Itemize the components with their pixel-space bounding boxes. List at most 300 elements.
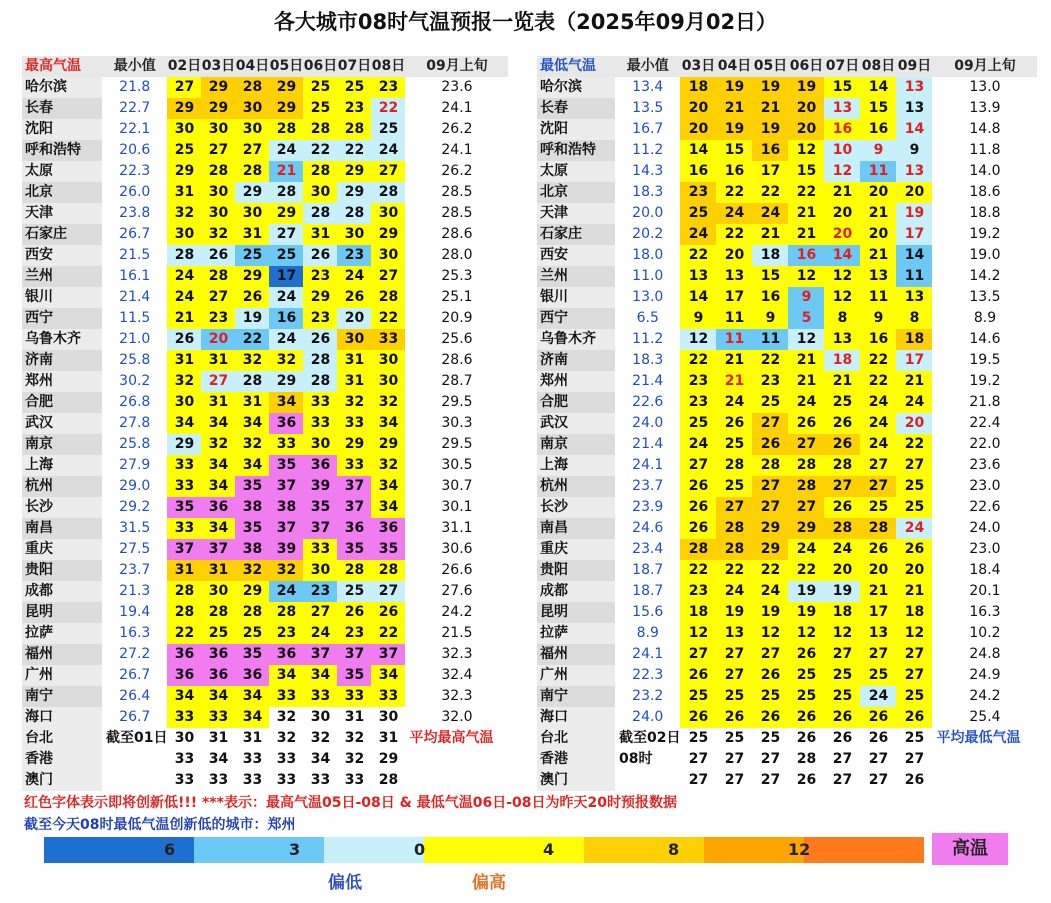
city-name: 太原	[537, 161, 615, 182]
min-value-header: 最小值	[102, 56, 167, 77]
temp-cell: 28	[235, 371, 269, 392]
temp-cell: 32	[269, 350, 303, 371]
city-name: 福州	[22, 644, 102, 665]
min-value: 21.8	[102, 77, 167, 98]
day-header: 06日	[788, 56, 824, 77]
min-value: 21.5	[102, 245, 167, 266]
period-average: 30.7	[405, 476, 508, 497]
temp-cell: 20	[680, 98, 716, 119]
temp-cell: 37	[371, 644, 405, 665]
temp-cell: 37	[269, 476, 303, 497]
temp-cell: 28	[788, 476, 824, 497]
temp-cell: 31	[337, 707, 371, 728]
temp-cell: 20	[824, 224, 860, 245]
city-row	[537, 602, 1037, 623]
city-name: 昆明	[537, 602, 615, 623]
temp-cell: 25	[167, 140, 201, 161]
temp-cell: 28	[303, 203, 337, 224]
temp-cell: 37	[167, 539, 201, 560]
temp-cell: 24	[337, 266, 371, 287]
day-header: 07日	[824, 56, 860, 77]
city-name: 兰州	[22, 266, 102, 287]
temp-cell: 36	[337, 518, 371, 539]
min-value: 13.0	[615, 287, 680, 308]
period-average: 13.0	[932, 77, 1037, 98]
temp-cell: 18	[896, 329, 932, 350]
temp-cell: 30	[303, 434, 337, 455]
period-average: 14.0	[932, 161, 1037, 182]
temp-cell: 27	[824, 644, 860, 665]
temp-cell: 31	[201, 392, 235, 413]
temp-cell: 21	[716, 350, 752, 371]
temp-cell: 26	[896, 539, 932, 560]
min-value: 26.4	[102, 686, 167, 707]
temp-cell: 22	[371, 623, 405, 644]
temp-cell: 29	[788, 518, 824, 539]
temp-cell: 26	[337, 287, 371, 308]
temp-cell: 20	[896, 560, 932, 581]
temp-cell: 26	[680, 665, 716, 686]
period-average: 32.3	[405, 644, 508, 665]
temp-cell: 9	[860, 308, 896, 329]
temp-cell: 30	[167, 224, 201, 245]
temp-cell: 27	[788, 434, 824, 455]
temp-cell: 23	[201, 308, 235, 329]
temp-cell: 21	[716, 98, 752, 119]
temp-cell: 26	[860, 539, 896, 560]
temp-cell: 12	[788, 329, 824, 350]
temp-cell: 20	[824, 203, 860, 224]
city-row	[537, 686, 1037, 707]
temp-cell: 28	[788, 749, 824, 770]
temp-cell: 24	[824, 539, 860, 560]
period-average: 24.2	[405, 602, 508, 623]
temp-cell: 35	[235, 476, 269, 497]
temp-cell: 25	[303, 98, 337, 119]
city-row	[537, 140, 1037, 161]
temp-cell: 32	[201, 434, 235, 455]
temp-cell: 14	[896, 245, 932, 266]
temp-cell: 11	[896, 266, 932, 287]
temp-cell: 32	[303, 728, 337, 749]
temp-cell: 25	[788, 686, 824, 707]
temp-cell: 33	[201, 770, 235, 791]
city-name: 乌鲁木齐	[537, 329, 615, 350]
city-row	[22, 476, 508, 497]
temp-cell: 26	[752, 665, 788, 686]
min-value: 22.1	[102, 119, 167, 140]
temp-cell: 27	[896, 665, 932, 686]
min-value: 27.8	[102, 413, 167, 434]
temp-cell: 25	[337, 77, 371, 98]
temp-cell: 22	[303, 140, 337, 161]
min-value: 24.0	[615, 707, 680, 728]
temp-cell: 12	[824, 161, 860, 182]
page-title: 各大城市08时气温预报一览表（2025年09月02日）	[273, 10, 778, 34]
min-value: 8.9	[615, 623, 680, 644]
city-row-extra	[22, 749, 508, 770]
temp-cell: 23	[303, 581, 337, 602]
day-header: 07日	[337, 56, 371, 77]
temp-cell: 26	[788, 707, 824, 728]
temp-cell: 27	[752, 770, 788, 791]
temp-cell: 21	[788, 350, 824, 371]
temp-cell: 20	[201, 329, 235, 350]
temp-cell: 5	[788, 308, 824, 329]
temp-cell: 28	[167, 245, 201, 266]
temp-cell: 28	[269, 182, 303, 203]
temp-cell: 25	[716, 686, 752, 707]
temp-cell: 26	[303, 245, 337, 266]
average-label	[932, 770, 1037, 791]
temp-cell: 26	[201, 245, 235, 266]
period-average: 24.0	[932, 518, 1037, 539]
temp-cell: 11	[716, 308, 752, 329]
city-row-extra	[537, 770, 1037, 791]
temp-cell: 23	[752, 371, 788, 392]
temp-cell: 15	[788, 161, 824, 182]
day-header: 06日	[303, 56, 337, 77]
min-value: 27.2	[102, 644, 167, 665]
temp-cell: 28	[824, 518, 860, 539]
period-average: 24.8	[932, 644, 1037, 665]
temp-cell: 9	[788, 287, 824, 308]
temp-cell: 21	[788, 371, 824, 392]
day-header: 03日	[201, 56, 235, 77]
temp-cell: 30	[201, 119, 235, 140]
temp-cell: 26	[860, 707, 896, 728]
temp-cell: 36	[371, 518, 405, 539]
city-row	[22, 329, 508, 350]
legend-label: 6	[164, 840, 176, 859]
city-row	[537, 182, 1037, 203]
temp-cell: 20	[860, 560, 896, 581]
min-value: 27.9	[102, 455, 167, 476]
city-name: 济南	[537, 350, 615, 371]
temp-cell: 24	[680, 224, 716, 245]
temp-cell: 18	[680, 77, 716, 98]
city-name: 石家庄	[22, 224, 102, 245]
period-average: 18.8	[932, 203, 1037, 224]
temp-cell: 28	[371, 770, 405, 791]
temp-cell: 25	[680, 413, 716, 434]
min-value: 24.1	[615, 644, 680, 665]
city-row	[537, 98, 1037, 119]
city-row	[537, 266, 1037, 287]
temp-cell: 31	[201, 560, 235, 581]
temp-cell: 19	[716, 119, 752, 140]
temp-cell: 38	[269, 497, 303, 518]
city-name: 合肥	[537, 392, 615, 413]
legend-seg-low	[194, 837, 324, 863]
temp-cell: 31	[167, 560, 201, 581]
period-average: 14.6	[932, 329, 1037, 350]
temp-cell: 24	[716, 392, 752, 413]
temp-cell: 20	[860, 182, 896, 203]
temp-cell: 26	[716, 413, 752, 434]
average-label	[405, 770, 508, 791]
temp-cell: 9	[752, 308, 788, 329]
temp-cell: 11	[860, 161, 896, 182]
temp-cell: 23	[303, 266, 337, 287]
temp-cell: 29	[303, 287, 337, 308]
city-row	[537, 665, 1037, 686]
temp-cell: 29	[235, 581, 269, 602]
temp-cell: 15	[752, 266, 788, 287]
city-name: 广州	[537, 665, 615, 686]
period-average: 30.6	[405, 539, 508, 560]
temp-cell: 33	[167, 707, 201, 728]
temp-cell: 21	[824, 371, 860, 392]
period-average: 30.1	[405, 497, 508, 518]
temp-cell: 25	[752, 392, 788, 413]
temp-cell: 16	[752, 140, 788, 161]
temp-cell: 9	[860, 140, 896, 161]
average-label	[932, 749, 1037, 770]
city-row	[537, 476, 1037, 497]
temp-cell: 25	[269, 245, 303, 266]
temp-cell: 26	[824, 728, 860, 749]
min-value: 31.5	[102, 518, 167, 539]
city-row	[22, 182, 508, 203]
temp-cell: 26	[303, 329, 337, 350]
temp-cell: 16	[269, 308, 303, 329]
temp-cell: 29	[752, 539, 788, 560]
temp-cell: 30	[167, 119, 201, 140]
city-row	[22, 161, 508, 182]
temp-cell: 19	[752, 119, 788, 140]
temp-cell: 39	[303, 476, 337, 497]
city-row	[537, 203, 1037, 224]
data-cutoff-label: 截至01日	[102, 728, 167, 749]
temp-cell: 25	[896, 686, 932, 707]
city-row	[537, 392, 1037, 413]
min-value: 26.0	[102, 182, 167, 203]
period-average: 28.7	[405, 371, 508, 392]
city-name: 拉萨	[22, 623, 102, 644]
legend-label: 12	[788, 840, 811, 859]
city-name: 贵阳	[537, 560, 615, 581]
temp-cell: 27	[860, 770, 896, 791]
city-row	[537, 329, 1037, 350]
min-value: 23.4	[615, 539, 680, 560]
temp-cell: 31	[235, 224, 269, 245]
temp-cell: 30	[201, 581, 235, 602]
temp-cell: 22	[371, 98, 405, 119]
city-name: 郑州	[22, 371, 102, 392]
temp-cell: 36	[201, 665, 235, 686]
temp-cell: 35	[235, 644, 269, 665]
city-row	[537, 497, 1037, 518]
temp-cell: 34	[371, 413, 405, 434]
temp-cell: 35	[337, 665, 371, 686]
city-name: 西宁	[22, 308, 102, 329]
temp-cell: 28	[716, 518, 752, 539]
period-average: 28.6	[405, 224, 508, 245]
temp-cell: 24	[269, 287, 303, 308]
temp-cell: 27	[371, 266, 405, 287]
temp-cell: 25	[896, 728, 932, 749]
temp-cell: 13	[716, 623, 752, 644]
temp-cell: 12	[680, 329, 716, 350]
min-value: 23.7	[615, 476, 680, 497]
period-average: 22.0	[932, 434, 1037, 455]
period-average: 28.5	[405, 203, 508, 224]
city-row	[22, 644, 508, 665]
period-average: 19.2	[932, 371, 1037, 392]
city-row	[22, 413, 508, 434]
city-name: 武汉	[22, 413, 102, 434]
temp-cell: 24	[860, 434, 896, 455]
city-name: 长沙	[22, 497, 102, 518]
city-name: 福州	[537, 644, 615, 665]
city-row	[22, 581, 508, 602]
min-value: 11.5	[102, 308, 167, 329]
temp-cell: 32	[337, 392, 371, 413]
temp-cell: 21	[167, 308, 201, 329]
temp-cell: 13	[896, 77, 932, 98]
temp-cell: 25	[752, 686, 788, 707]
temp-cell: 34	[201, 518, 235, 539]
temp-cell: 12	[788, 140, 824, 161]
period-average: 21.8	[932, 392, 1037, 413]
min-value: 26.7	[102, 707, 167, 728]
temp-cell: 22	[752, 182, 788, 203]
temp-cell: 33	[269, 686, 303, 707]
temp-cell: 27	[269, 224, 303, 245]
temp-cell: 29	[201, 77, 235, 98]
temp-cell: 24	[269, 581, 303, 602]
legend-label: 3	[289, 840, 301, 859]
temp-cell: 34	[303, 749, 337, 770]
period-average: 13.9	[932, 98, 1037, 119]
temp-cell: 17	[896, 350, 932, 371]
temp-cell: 17	[860, 602, 896, 623]
temp-cell: 32	[337, 728, 371, 749]
city-row	[537, 707, 1037, 728]
temp-cell: 30	[303, 707, 337, 728]
temp-cell: 27	[752, 497, 788, 518]
temp-cell: 25	[303, 77, 337, 98]
min-value: 13.5	[615, 98, 680, 119]
temp-cell: 25	[824, 665, 860, 686]
min-value: 16.3	[102, 623, 167, 644]
temp-cell: 31	[371, 728, 405, 749]
temp-cell: 27	[716, 665, 752, 686]
city-name: 杭州	[22, 476, 102, 497]
period-average: 29.5	[405, 392, 508, 413]
city-row-extra	[22, 770, 508, 791]
temp-cell: 28	[269, 119, 303, 140]
temp-cell: 25	[680, 203, 716, 224]
legend-low-label: 偏低	[328, 873, 362, 893]
temp-cell: 32	[371, 455, 405, 476]
temp-cell: 22	[788, 182, 824, 203]
temp-cell: 28	[337, 560, 371, 581]
temp-cell: 28	[201, 161, 235, 182]
city-row	[22, 308, 508, 329]
temp-cell: 30	[235, 98, 269, 119]
temp-cell: 30	[235, 119, 269, 140]
city-row	[537, 308, 1037, 329]
temp-cell: 18	[680, 602, 716, 623]
city-row	[22, 602, 508, 623]
temp-cell: 22	[716, 224, 752, 245]
period-average: 22.6	[932, 497, 1037, 518]
min-value: 20.2	[615, 224, 680, 245]
red-note: 红色字体表示即将创新低!!! ***表示：最高气温05日-08日 & 最低气温06日-08日为昨天20时预报数据	[24, 795, 677, 811]
temp-cell: 23	[337, 98, 371, 119]
temp-cell: 22	[716, 560, 752, 581]
min-value: 6.5	[615, 308, 680, 329]
min-value: 25.8	[102, 350, 167, 371]
temp-cell: 25	[716, 434, 752, 455]
period-average: 24.1	[405, 98, 508, 119]
temp-cell: 25	[235, 623, 269, 644]
city-row	[537, 413, 1037, 434]
period-average: 26.2	[405, 161, 508, 182]
temp-cell: 32	[235, 434, 269, 455]
temp-cell: 15	[860, 98, 896, 119]
day-header: 02日	[167, 56, 201, 77]
temp-cell: 27	[167, 77, 201, 98]
temp-cell: 24	[752, 203, 788, 224]
min-value: 21.4	[102, 287, 167, 308]
period-average: 31.1	[405, 518, 508, 539]
temp-cell: 32	[235, 350, 269, 371]
city-name: 南京	[537, 434, 615, 455]
temp-cell: 12	[680, 623, 716, 644]
temp-cell: 21	[716, 371, 752, 392]
temp-cell: 28	[752, 455, 788, 476]
min-value: 13.4	[615, 77, 680, 98]
temp-cell: 21	[860, 581, 896, 602]
temp-cell: 33	[269, 770, 303, 791]
city-name: 呼和浩特	[537, 140, 615, 161]
temp-cell: 24	[269, 140, 303, 161]
temp-cell: 33	[303, 770, 337, 791]
temp-cell: 34	[201, 476, 235, 497]
temp-cell: 19	[235, 308, 269, 329]
min-value: 14.3	[615, 161, 680, 182]
city-row	[22, 707, 508, 728]
city-name: 海口	[22, 707, 102, 728]
legend-label: 8	[668, 840, 680, 859]
temp-cell: 26	[235, 287, 269, 308]
temp-cell: 33	[303, 413, 337, 434]
temp-cell: 28	[235, 161, 269, 182]
temp-cell: 29	[269, 203, 303, 224]
temp-cell: 20	[896, 413, 932, 434]
temp-cell: 27	[860, 644, 896, 665]
temp-cell: 34	[269, 392, 303, 413]
temp-cell: 16	[824, 119, 860, 140]
min-value: 22.7	[102, 98, 167, 119]
temp-cell: 22	[860, 371, 896, 392]
city-name: 西宁	[537, 308, 615, 329]
temp-cell: 26	[788, 413, 824, 434]
temp-cell: 31	[201, 350, 235, 371]
city-name: 呼和浩特	[22, 140, 102, 161]
city-row	[22, 119, 508, 140]
temp-cell: 33	[167, 476, 201, 497]
temp-cell: 33	[269, 434, 303, 455]
city-name: 哈尔滨	[22, 77, 102, 98]
temp-cell: 31	[235, 728, 269, 749]
temp-cell: 25	[896, 497, 932, 518]
temp-cell: 31	[235, 392, 269, 413]
temp-cell: 20	[788, 119, 824, 140]
